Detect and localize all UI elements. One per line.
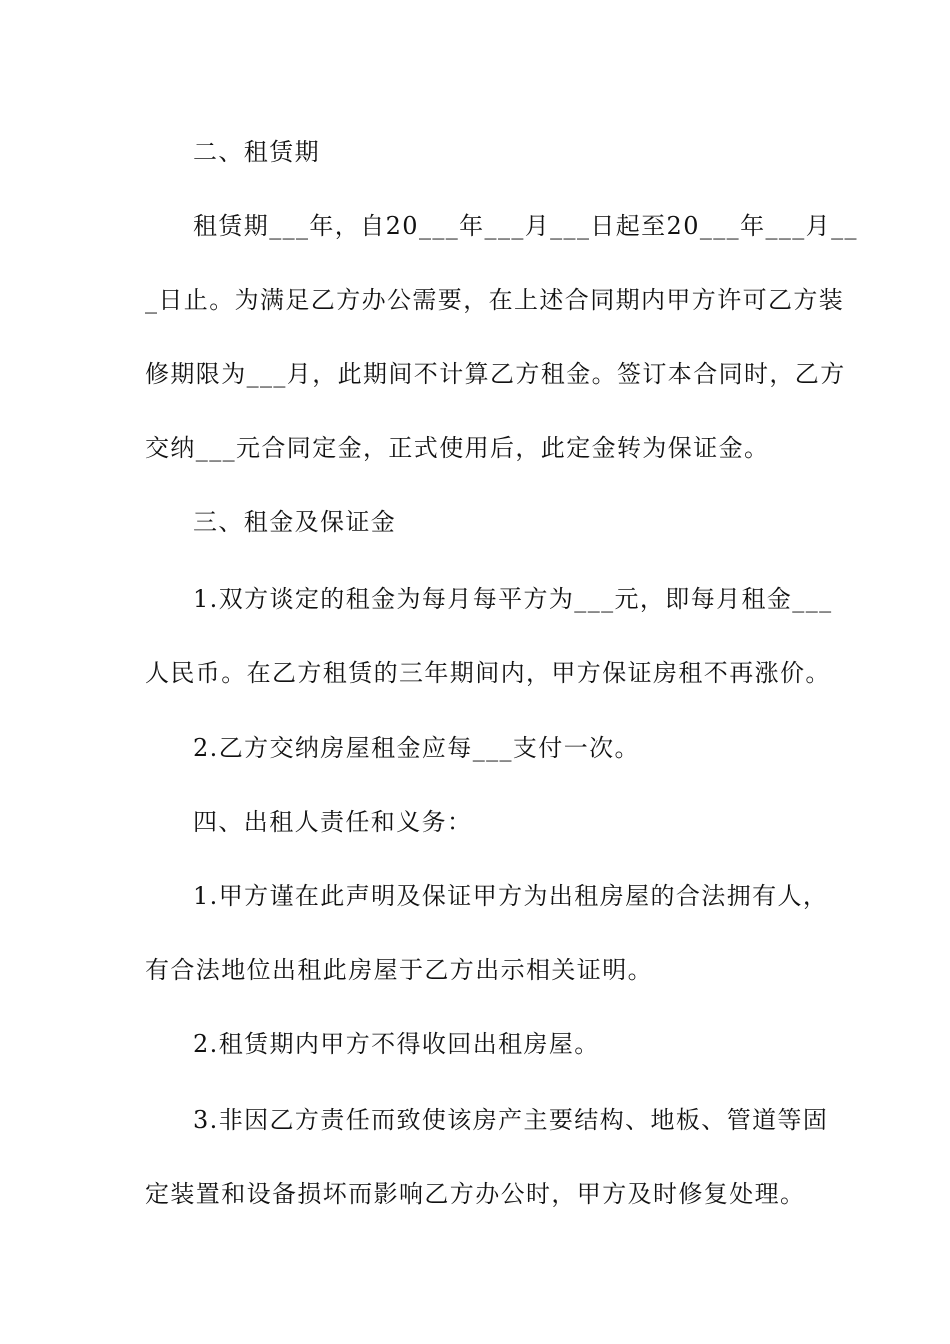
paragraph-line: 人民币。在乙方租赁的三年期间内，甲方保证房租不再涨价。	[145, 659, 831, 687]
paragraph-line: 2.租赁期内甲方不得收回出租房屋。	[193, 1030, 600, 1058]
section-heading-lease-term: 二、租赁期	[193, 138, 320, 166]
paragraph-line: 定装置和设备损坏而影响乙方办公时，甲方及时修复处理。	[145, 1180, 806, 1208]
section-heading-lessor-duties: 四、出租人责任和义务：	[193, 808, 473, 836]
paragraph-line: 1.甲方谨在此声明及保证甲方为出租房屋的合法拥有人，	[193, 882, 829, 910]
paragraph-line: 有合法地位出租此房屋于乙方出示相关证明。	[145, 956, 653, 984]
paragraph-line: 2.乙方交纳房屋租金应每___支付一次。	[193, 734, 640, 762]
paragraph-line: 修期限为___月，此期间不计算乙方租金。签订本合同时，乙方	[145, 360, 846, 388]
paragraph-line: 租赁期___年，自20___年___月___日起至20___年___月__	[193, 212, 858, 240]
paragraph-line: 交纳___元合同定金，正式使用后，此定金转为保证金。	[145, 434, 770, 462]
paragraph-line: _日止。为满足乙方办公需要，在上述合同期内甲方许可乙方装	[145, 286, 845, 314]
paragraph-line: 3.非因乙方责任而致使该房产主要结构、地板、管道等固	[193, 1106, 829, 1134]
paragraph-line: 1.双方谈定的租金为每月每平方为___元，即每月租金___	[193, 585, 833, 613]
section-heading-rent-deposit: 三、租金及保证金	[193, 508, 397, 536]
